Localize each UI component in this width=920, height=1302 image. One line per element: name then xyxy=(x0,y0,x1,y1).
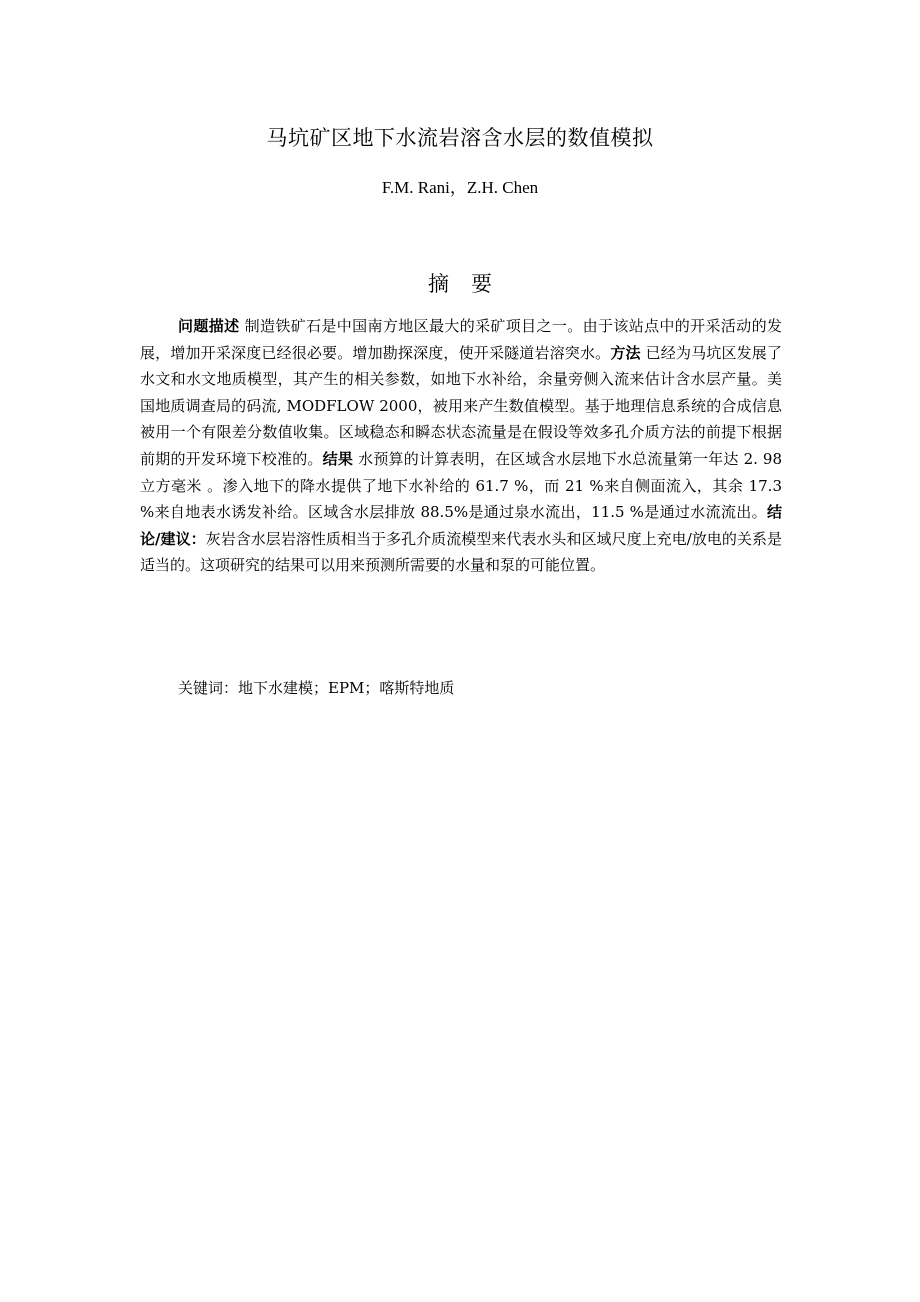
document-title: 马坑矿区地下水流岩溶含水层的数值模拟 xyxy=(266,126,654,150)
abstract-heading: 摘要 xyxy=(428,272,514,296)
conclusion-label: 结论/建议： xyxy=(140,503,782,548)
keywords xyxy=(178,676,454,700)
conclusion-text: 灰岩含水层岩溶性质相当于多孔介质流模型来代表水头和区域尺度上充电/放电的关系是适当的。这项研究的结果可以用来预测所需要的水量和泵的可能位置。 xyxy=(140,529,782,575)
document-authors: F.M. Rani，Z.H. Chen xyxy=(381,178,539,197)
results-label: 结果 xyxy=(322,449,354,468)
keywords-label: 关键词： xyxy=(178,679,239,697)
keywords-text: 地下水建模；EPM；喀斯特地质 xyxy=(238,679,455,697)
problem-text: 制造铁矿石是中国南方地区最大的采矿项目之一。由于该站点中的开采活动的发展，增加开采深度已经很必要。增加勘探深度，使开采隧道岩溶突水。 xyxy=(140,317,782,362)
method-label: 方法 xyxy=(610,343,641,362)
problem-label: 问题描述 xyxy=(178,317,240,335)
abstract-body xyxy=(140,313,782,579)
results-text: 水预算的计算表明，在区域含水层地下水总流量第一年达 2. 98 立方毫米 。渗入地下的降水提供了地下水补给的 61.7 %，而 21 %来自侧面流入，其余 17.3 %来自地表水诱发补给。区域含水层排放 88.5%是通过泉水流出，11.5 %是通过水流流出。 xyxy=(140,449,782,522)
method-text: 已经为马坑区发展了水文和水文地质模型，其产生的相关参数，如地下水补给，余量旁侧入流来估计含水层产量。美国地质调查局的码流, MODFLOW 2000，被用来产生数值模型。基于地理信息系统的合成信息被用一个有限差分数值收集。区域稳态和瞬态状态流量是在假设等效多孔介质方法的前提下根据前期的开发环境下校准的。 xyxy=(140,343,782,468)
